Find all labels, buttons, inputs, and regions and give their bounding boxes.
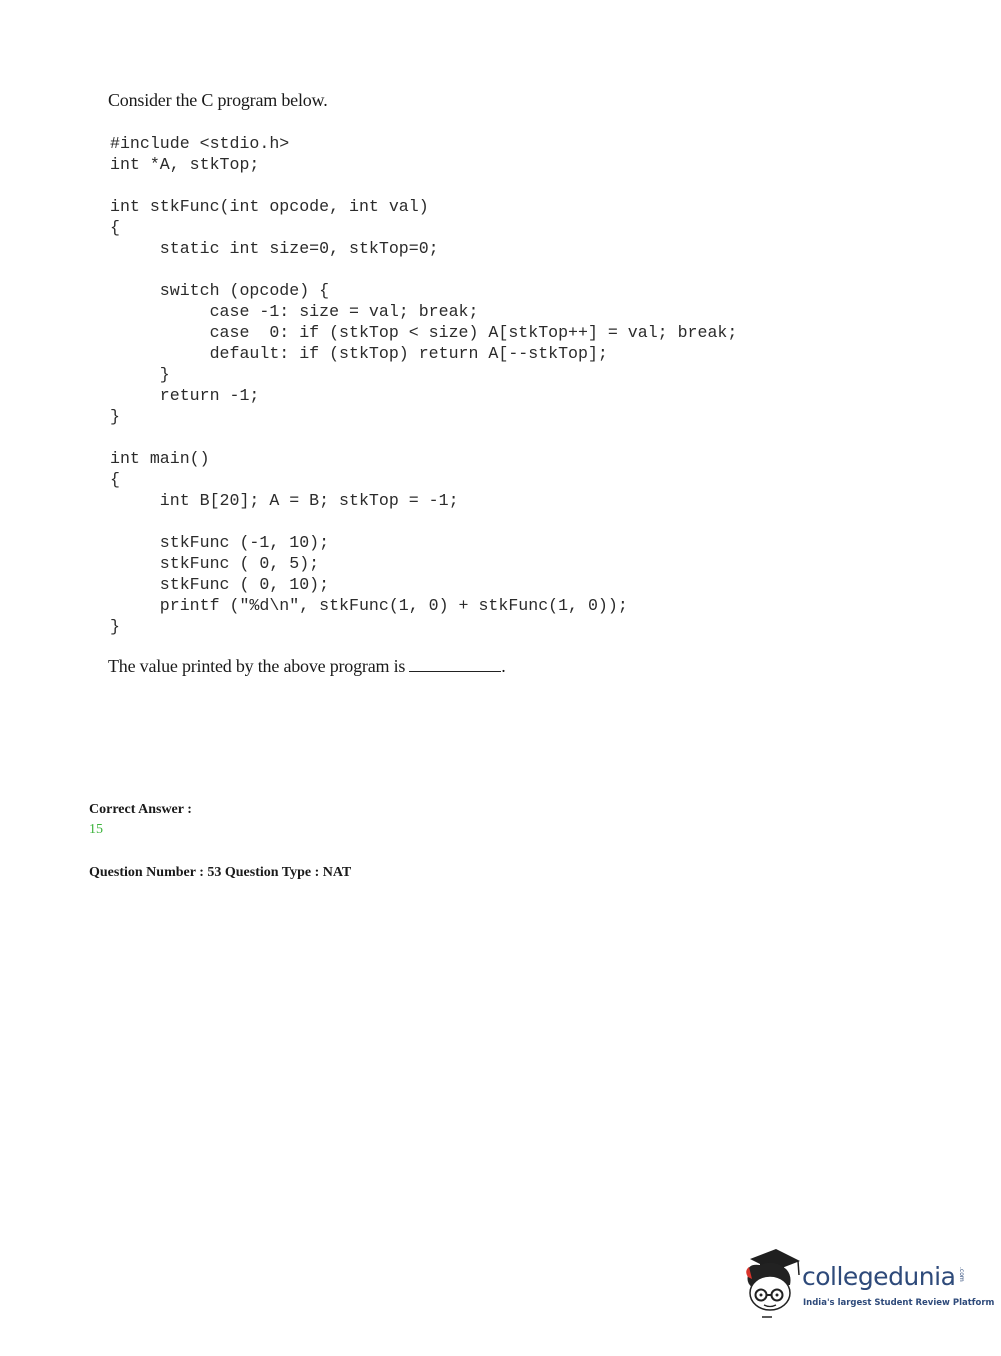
question-prompt	[108, 656, 506, 677]
code-line	[110, 427, 737, 448]
code-line	[110, 175, 737, 196]
code-line: {	[110, 218, 120, 237]
answer-blank	[409, 657, 501, 672]
correct-answer-value: 15	[89, 822, 103, 837]
code-line: int stkFunc(int opcode, int val)	[110, 197, 429, 216]
student-mascot-icon	[740, 1245, 802, 1320]
code-line: printf ("%d\n", stkFunc(1, 0) + stkFunc(1, 0));	[110, 596, 628, 615]
code-line: }	[110, 407, 120, 426]
code-line: default: if (stkTop) return A[--stkTop];	[110, 344, 608, 363]
brand-name: collegedunia	[802, 1262, 956, 1291]
code-line	[110, 511, 737, 532]
question-intro: Consider the C program below.	[108, 90, 328, 110]
code-line: }	[110, 617, 120, 636]
question-meta: Question Number : 53 Question Type : NAT	[89, 865, 352, 880]
code-line: }	[110, 365, 170, 384]
code-line: stkFunc ( 0, 5);	[110, 554, 320, 573]
code-line: case 0: if (stkTop < size) A[stkTop++] = val; break;	[110, 323, 738, 342]
code-line: {	[110, 470, 120, 489]
code-line	[110, 259, 737, 280]
code-line: int B[20]; A = B; stkTop = -1;	[110, 491, 459, 510]
code-line: stkFunc (-1, 10);	[110, 533, 330, 552]
code-line: int main()	[110, 449, 210, 468]
code-line: return -1;	[110, 386, 260, 405]
code-line: static int size=0, stkTop=0;	[110, 239, 439, 258]
code-line: case -1: size = val; break;	[110, 302, 479, 321]
correct-answer-label: Correct Answer :	[89, 802, 192, 817]
brand-tagline: India's largest Student Review Platform	[803, 1298, 995, 1308]
collegedunia-logo	[740, 1245, 995, 1325]
code-line: switch (opcode) {	[110, 281, 330, 300]
question-prompt-end: .	[501, 656, 506, 676]
code-block	[110, 133, 737, 637]
code-line: int *A, stkTop;	[110, 155, 260, 174]
question-prompt-text: The value printed by the above program is	[108, 656, 406, 676]
brand-domain-suffix: .com	[958, 1267, 965, 1282]
code-line: stkFunc ( 0, 10);	[110, 575, 330, 594]
code-line: #include <stdio.h>	[110, 134, 290, 153]
